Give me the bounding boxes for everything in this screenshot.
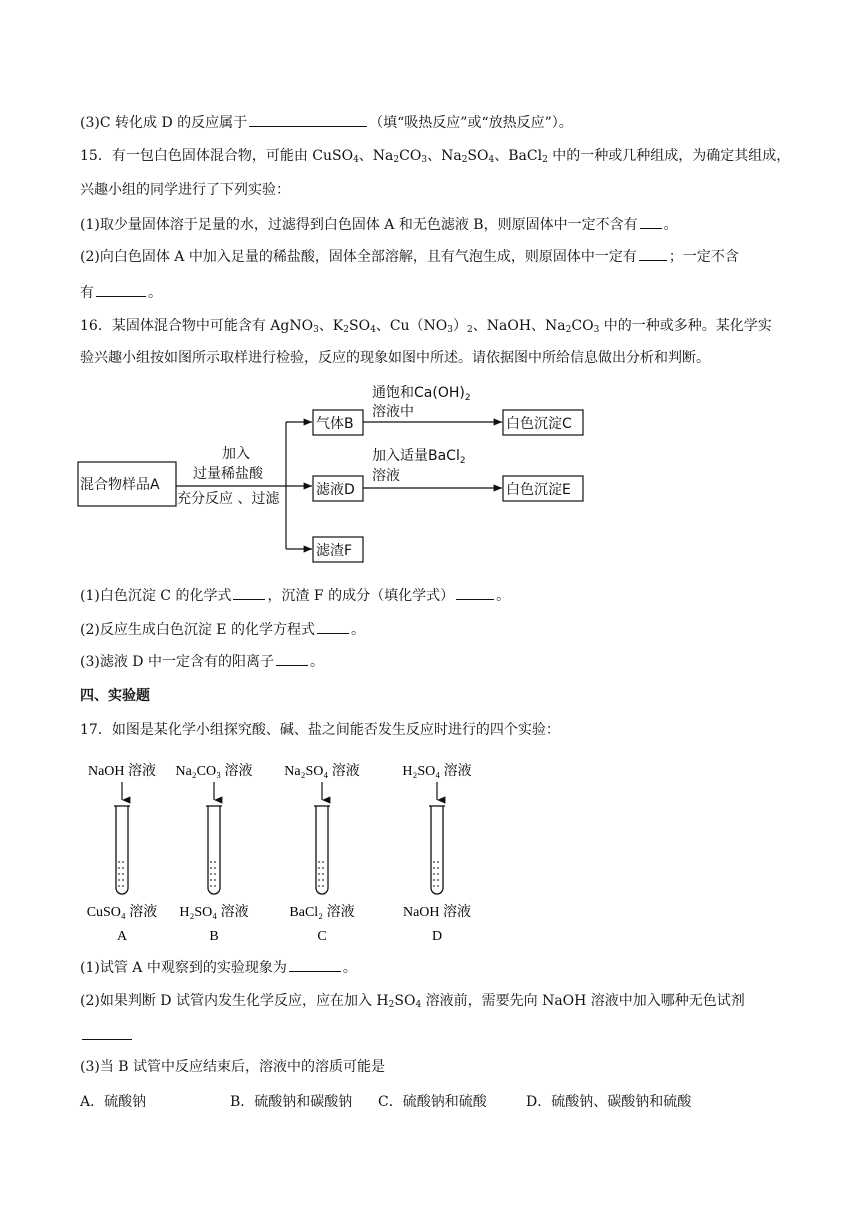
q14-part3-hint: （填“吸热反应”或“放热反应”）。 (369, 115, 573, 131)
answer-blank[interactable] (96, 282, 146, 297)
answer-blank[interactable] (289, 957, 341, 972)
option-c[interactable]: C．硫酸钠和硫酸 (378, 1094, 487, 1110)
q16-stem-line2: 验兴趣小组按如图所示取样进行检验，反应的现象如图中所述。请依据图中所给信息做出分析和判断。 (80, 350, 710, 366)
tube-bottom-label: CuSO₄ 溶液 (86, 905, 158, 920)
tube-bottom-label: NaOH 溶液 (402, 905, 472, 920)
q16-part2: (2)反应生成白色沉淀 E 的化学方程式 。 (80, 619, 365, 640)
test-tube-d (402, 762, 471, 944)
test-tube-b (175, 762, 252, 944)
flow-diagram (0, 352, 860, 572)
answer-blank[interactable] (82, 1025, 132, 1040)
filtrate-label: 滤液D (316, 482, 355, 498)
test-tube-glass (116, 806, 128, 894)
reagent-label-2: 过量稀盐酸 (193, 466, 263, 482)
test-tube-glass (208, 806, 220, 894)
tube-top-label: H₂SO₄ 溶液 (402, 764, 472, 779)
answer-blank[interactable] (639, 246, 667, 261)
answer-blank[interactable] (233, 585, 265, 600)
reagent-label-1: 加入 (222, 446, 250, 462)
tube-letter: C (317, 929, 327, 944)
test-tube-glass (316, 806, 328, 894)
answer-blank[interactable] (640, 214, 662, 229)
condition-label: 充分反应 、过滤 (177, 491, 280, 507)
tube-letter: B (209, 929, 219, 944)
reagent-b-line2: 溶液中 (372, 404, 414, 420)
test-tube-c (284, 762, 359, 944)
section-heading: 四、实验题 (80, 688, 150, 704)
q16-part3: (3)滤液 D 中一定含有的阳离子 。 (80, 651, 324, 672)
q16-part1: (1)白色沉淀 C 的化学式 ，沉渣 F 的成分（填化学式） 。 (80, 585, 510, 606)
q17-part2-blank (80, 1025, 134, 1046)
tube-letter: A (116, 929, 128, 944)
test-tubes-figure (0, 752, 860, 952)
reagent-b-line1: 通饱和$Ca(OH)_2$ (372, 385, 471, 403)
q17-part1: (1)试管 A 中观察到的实验现象为 。 (80, 957, 357, 978)
reagent-d-line2: 溶液 (372, 468, 400, 484)
option-a[interactable]: A．硫酸钠 (80, 1094, 147, 1110)
q17-stem: 17．如图是某化学小组探究酸、碱、盐之间能否发生反应时进行的四个实验： (80, 722, 560, 738)
q14-part3-text: (3)C 转化成 D 的反应属于 (80, 115, 248, 131)
tube-letter: D (431, 929, 443, 944)
reagent-d-line1: 加入适量BaCl$_2$ (372, 448, 466, 466)
q15-stem-line2: 兴趣小组的同学进行了下列实验： (80, 182, 290, 198)
gas-label: 气体B (316, 416, 354, 432)
q15-part1: (1)取少量固体溶于足量的水，过滤得到白色固体 A 和无色滤液 B，则原固体中一定不含有 。 (80, 214, 678, 235)
q15-part2-cont: 有 。 (80, 282, 162, 303)
answer-blank[interactable] (276, 651, 308, 666)
tube-top-label: NaOH 溶液 (87, 764, 157, 779)
q17-part3: (3)当 B 试管中反应结束后，溶液中的溶质可能是 (80, 1059, 386, 1075)
tube-top-label: Na₂SO₄ 溶液 (284, 764, 360, 779)
tube-top-label: Na₂CO₃ 溶液 (175, 764, 253, 779)
residue-label: 滤渣F (316, 543, 353, 559)
answer-blank[interactable] (317, 619, 349, 634)
q15-part2: (2)向白色固体 A 中加入足量的稀盐酸，固体全部溶解，且有气泡生成，则原固体中一定有 ；一定不含 (80, 246, 739, 267)
sample-label: 混合物样品A (80, 477, 160, 493)
q16-stem-line1: 16．某固体混合物中可能含有 AgNO$_3$、$K_2SO_4$、$Cu(NO_3)_2$、NaOH、$Na_2CO_3$ 中的一种或多种。某化学实 (80, 318, 772, 335)
precipitate-c-label: 白色沉淀C (506, 416, 572, 432)
answer-blank[interactable] (249, 112, 367, 127)
test-tube-glass (431, 806, 443, 894)
q17-part2: (2)如果判断 D 试管内发生化学反应，应在加入 $H_2SO_4$ 溶液前，需要先向 NaOH 溶液中加入哪种无色试剂 (80, 993, 745, 1010)
option-d[interactable]: D．硫酸钠、碳酸钠和硫酸 (526, 1094, 692, 1110)
test-tube-a (87, 762, 158, 944)
tube-bottom-label: H₂SO₄ 溶液 (179, 905, 249, 920)
tube-bottom-label: BaCl₂ 溶液 (289, 905, 355, 920)
option-b[interactable]: B．硫酸钠和碳酸钠 (230, 1094, 353, 1110)
q15-stem-line1: 15．有一包白色固体混合物，可能由 CuSO$_4$、$Na_2CO_3$、$Na_2SO_4$、BaCl$_2$ 中的一种或几种组成，为确定其组成， (80, 148, 791, 165)
q14-part3 (80, 112, 573, 133)
answer-blank[interactable] (456, 585, 494, 600)
precipitate-e-label: 白色沉淀E (506, 482, 571, 498)
